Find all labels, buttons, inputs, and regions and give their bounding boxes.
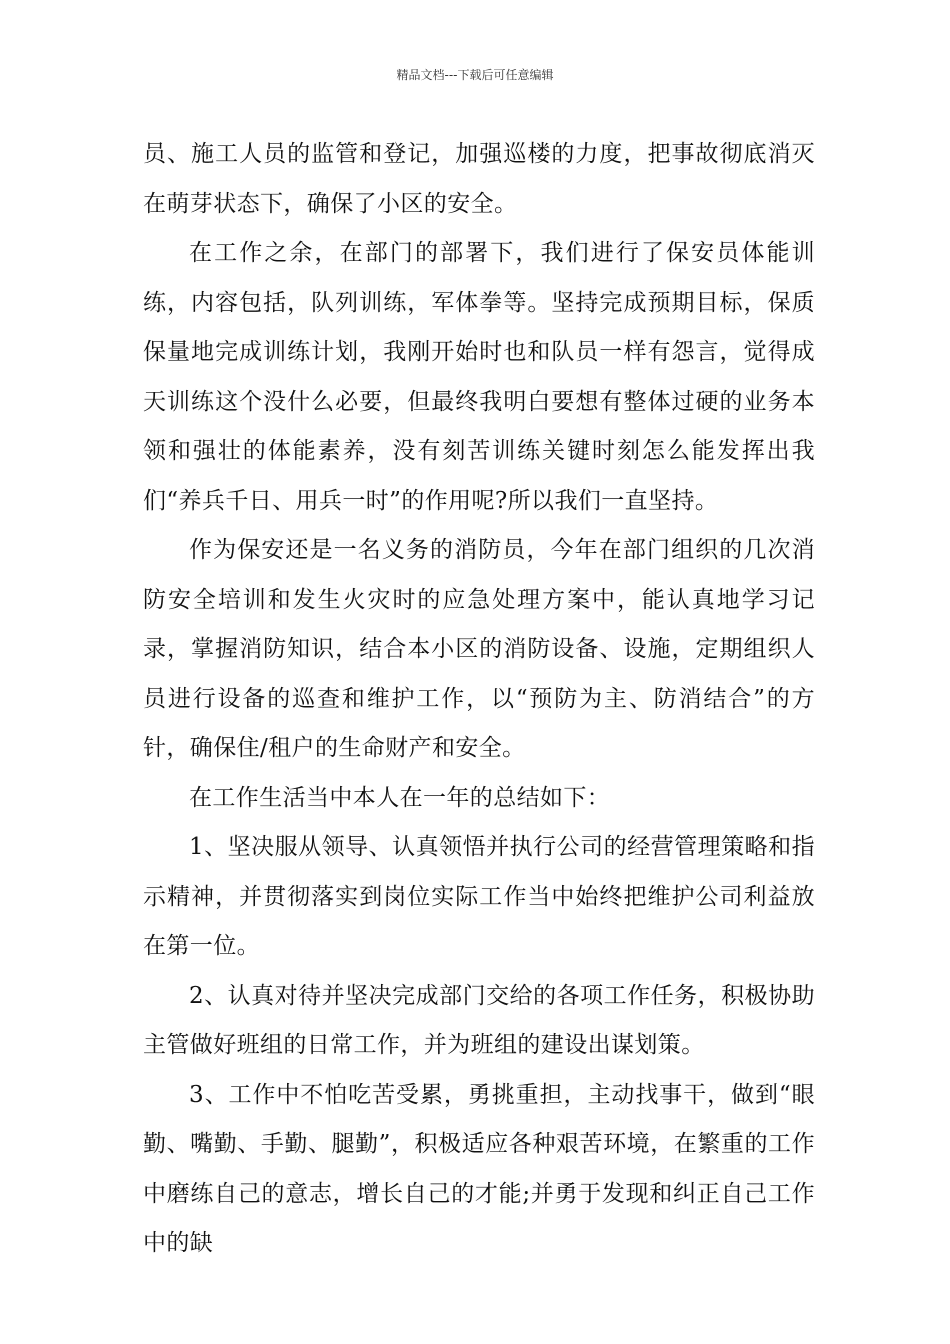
- paragraph-4: 在工作生活当中本人在一年的总结如下：: [189, 784, 611, 811]
- paragraph-1: 员、施工人员的监管和登记，加强巡楼的力度，把事故彻底消灭在萌芽状态下，确保了小区的安全。: [143, 141, 815, 217]
- document-body: [143, 130, 815, 1269]
- paragraph-6: 2、认真对待并坚决完成部门交给的各项工作任务，积极协助主管做好班组的日常工作，并为班组的建设出谋划策。: [143, 982, 815, 1058]
- page-header: 精品文档---下载后可任意编辑: [396, 68, 554, 82]
- paragraph-5: 1、坚决服从领导、认真领悟并执行公司的经营管理策略和指示精神，并贯彻落实到岗位实际工作当中始终把维护公司利益放在第一位。: [143, 834, 815, 959]
- paragraph-2: 在工作之余，在部门的部署下，我们进行了保安员体能训练，内容包括，队列训练，军体拳等。坚持完成预期目标，保质保量地完成训练计划，我刚开始时也和队员一样有怨言，觉得成天训练这个没什么必要，但最终我明白要想有整体过硬的业务本领和强壮的体能素养，没有刻苦训练关键时刻怎么能发挥出我们“养兵千日、用兵一时”的作用呢?所以我们一直坚持。: [143, 240, 815, 514]
- paragraph-3: 作为保安还是一名义务的消防员，今年在部门组织的几次消防安全培训和发生火灾时的应急处理方案中，能认真地学习记录，掌握消防知识，结合本小区的消防设备、设施，定期组织人员进行设备的巡查和维护工作，以“预防为主、防消结合”的方针，确保住/租户的生命财产和安全。: [143, 537, 815, 761]
- paragraph-7: 3、工作中不怕吃苦受累，勇挑重担，主动找事干，做到“眼勤、嘴勤、手勤、腿勤”，积极适应各种艰苦环境，在繁重的工作中磨练自己的意志，增长自己的才能;并勇于发现和纠正自己工作中的缺: [143, 1081, 815, 1256]
